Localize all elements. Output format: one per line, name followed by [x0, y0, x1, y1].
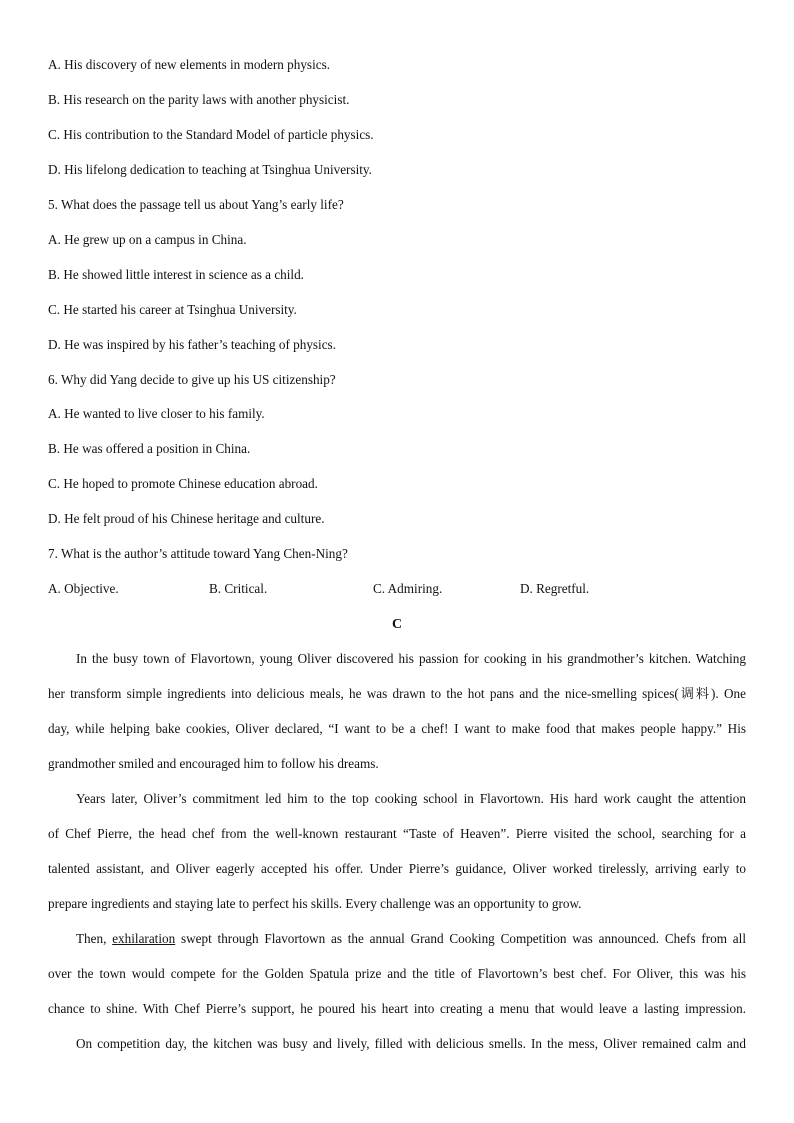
paragraph-1-line-3: day, while helping bake cookies, Oliver declared, “I want to be a chef! I want to make food that makes people happy.” His [48, 721, 746, 736]
q7-option-b: B. Critical. [209, 581, 268, 596]
paragraph-3-suffix: swept through Flavortown as the annual Grand Cooking Competition was announced. Chefs from all [175, 931, 746, 946]
paragraph-4-line-1: On competition day, the kitchen was busy and lively, filled with delicious smells. In the mess, Oliver remained calm and [76, 1036, 746, 1051]
paragraph-1-line-2: her transform simple ingredients into delicious meals, he was drawn to the hot pans and the nice-smelling spices(调料). One [48, 686, 746, 701]
q4-option-a: A. His discovery of new elements in modern physics. [48, 57, 331, 72]
q6-option-d: D. He felt proud of his Chinese heritage and culture. [48, 511, 325, 526]
paragraph-3-line-3: chance to shine. With Chef Pierre’s support, he poured his heart into creating a menu that would leave a lasting impression. [48, 1001, 746, 1016]
q6-option-b: B. He was offered a position in China. [48, 441, 251, 456]
paragraph-3-line-1 [76, 931, 746, 947]
paragraph-2-line-4: prepare ingredients and staying late to perfect his skills. Every challenge was an opportunity to grow. [48, 896, 582, 911]
paragraph-2-line-2: of Chef Pierre, the head chef from the well-known restaurant “Taste of Heaven”. Pierre visited the school, searching for a [48, 826, 746, 841]
q7-option-c: C. Admiring. [373, 581, 443, 596]
q5-question: 5. What does the passage tell us about Yang’s early life? [48, 197, 344, 212]
q7-options-row [48, 581, 748, 597]
q6-option-a: A. He wanted to live closer to his family. [48, 406, 265, 421]
q5-option-b: B. He showed little interest in science as a child. [48, 267, 304, 282]
q6-question: 6. Why did Yang decide to give up his US citizenship? [48, 372, 336, 387]
section-title: C [391, 617, 403, 632]
q4-option-d: D. His lifelong dedication to teaching at Tsinghua University. [48, 162, 372, 177]
q7-question: 7. What is the author’s attitude toward Yang Chen-Ning? [48, 546, 348, 561]
paragraph-2-line-3: talented assistant, and Oliver eagerly accepted his offer. Under Pierre’s guidance, Oliver worked tirelessly, arriving early to [48, 861, 746, 876]
q6-option-c: C. He hoped to promote Chinese education abroad. [48, 476, 318, 491]
paragraph-2-line-1: Years later, Oliver’s commitment led him to the top cooking school in Flavortown. His hard work caught the attention [76, 791, 746, 806]
q5-option-c: C. He started his career at Tsinghua University. [48, 302, 297, 317]
q7-option-a: A. Objective. [48, 581, 119, 596]
q4-option-c: C. His contribution to the Standard Model of particle physics. [48, 127, 374, 142]
paragraph-1-line-1: In the busy town of Flavortown, young Oliver discovered his passion for cooking in his grandmother’s kitchen. Watching [76, 651, 746, 666]
underlined-word: exhilaration [112, 931, 176, 946]
q5-option-a: A. He grew up on a campus in China. [48, 232, 247, 247]
paragraph-3-line-2: over the town would compete for the Golden Spatula prize and the title of Flavortown’s best chef. For Oliver, this was his [48, 966, 746, 981]
paragraph-1-line-4: grandmother smiled and encouraged him to follow his dreams. [48, 756, 379, 771]
paragraph-3-prefix: Then, [76, 931, 113, 946]
q7-option-d: D. Regretful. [520, 581, 590, 596]
q5-option-d: D. He was inspired by his father’s teaching of physics. [48, 337, 336, 352]
q4-option-b: B. His research on the parity laws with another physicist. [48, 92, 350, 107]
